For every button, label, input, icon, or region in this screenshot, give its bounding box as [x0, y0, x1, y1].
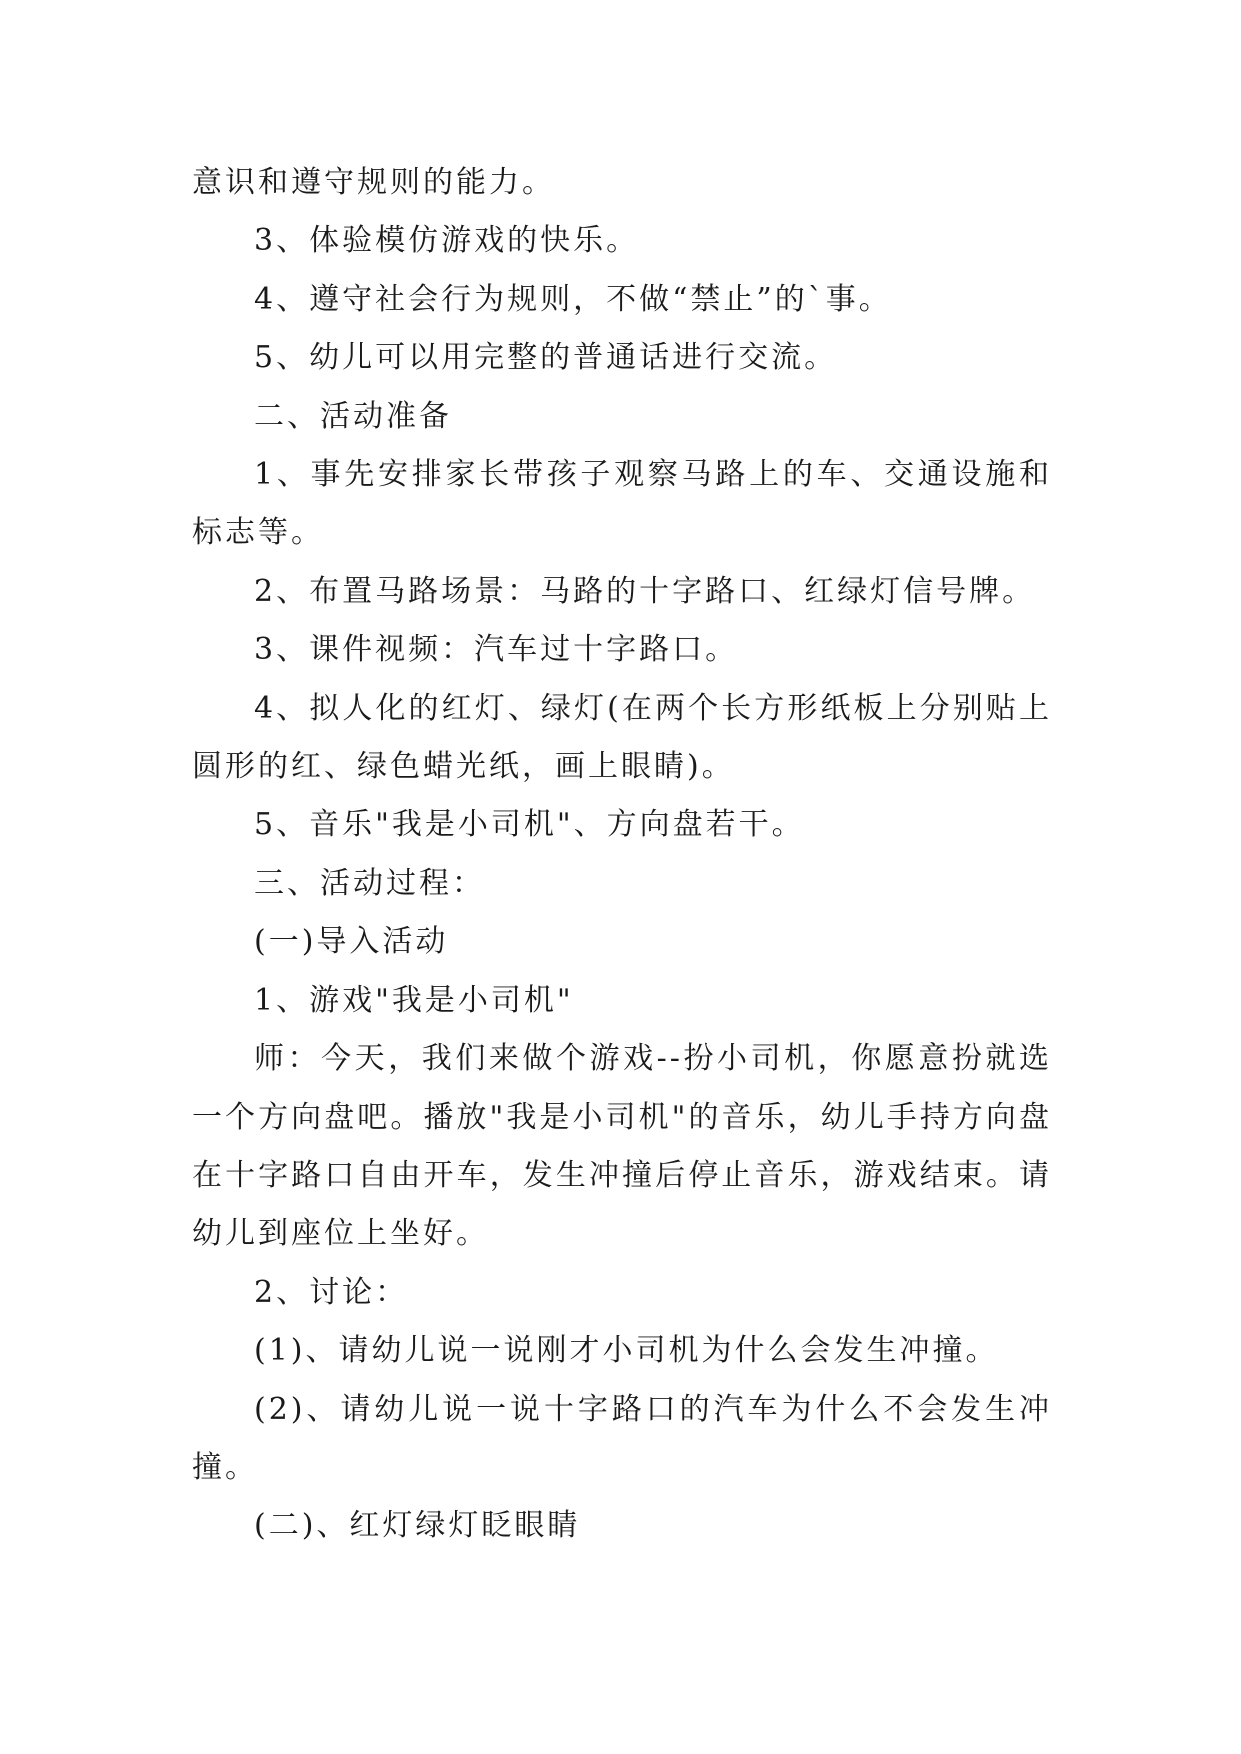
- section-heading: 二、活动准备: [254, 398, 452, 434]
- paragraph: 2、讨论：: [254, 1274, 409, 1310]
- subsection-heading: (一)导入活动: [254, 924, 449, 960]
- paragraph: 师：今天，我们来做个游戏--扮小司机，你愿意扮就选一个方向盘吧。播放"我是小司机"的音乐，幼儿手持方向盘在十字路口自由开车，发生冲撞后停止音乐，游戏结束。请幼儿到座位上坐好。: [192, 1041, 1052, 1252]
- paragraph: 3、体验模仿游戏的快乐。: [254, 223, 640, 259]
- section-heading: 三、活动过程：: [254, 865, 485, 901]
- paragraph: (1)、请幼儿说一说刚才小司机为什么会发生冲撞。: [254, 1333, 999, 1369]
- paragraph: 1、游戏"我是小司机": [254, 982, 574, 1018]
- paragraph: 1、事先安排家长带孩子观察马路上的车、交通设施和标志等。: [192, 457, 1052, 551]
- paragraph: 4、遵守社会行为规则，不做“禁止”的`事。: [254, 281, 892, 317]
- paragraph: 3、课件视频：汽车过十字路口。: [254, 632, 739, 668]
- paragraph: 5、幼儿可以用完整的普通话进行交流。: [254, 340, 838, 376]
- paragraph: (2)、请幼儿说一说十字路口的汽车为什么不会发生冲撞。: [192, 1391, 1052, 1485]
- subsection-heading: (二)、红灯绿灯眨眼睛: [254, 1508, 581, 1544]
- paragraph: 5、音乐"我是小司机"、方向盘若干。: [254, 807, 805, 843]
- paragraph: 意识和遵守规则的能力。: [192, 165, 555, 200]
- document-body: [192, 154, 1052, 1556]
- paragraph: 4、拟人化的红灯、绿灯(在两个长方形纸板上分别贴上圆形的红、绿色蜡光纸，画上眼睛)。: [192, 690, 1052, 785]
- paragraph: 2、布置马路场景：马路的十字路口、红绿灯信号牌。: [254, 573, 1036, 609]
